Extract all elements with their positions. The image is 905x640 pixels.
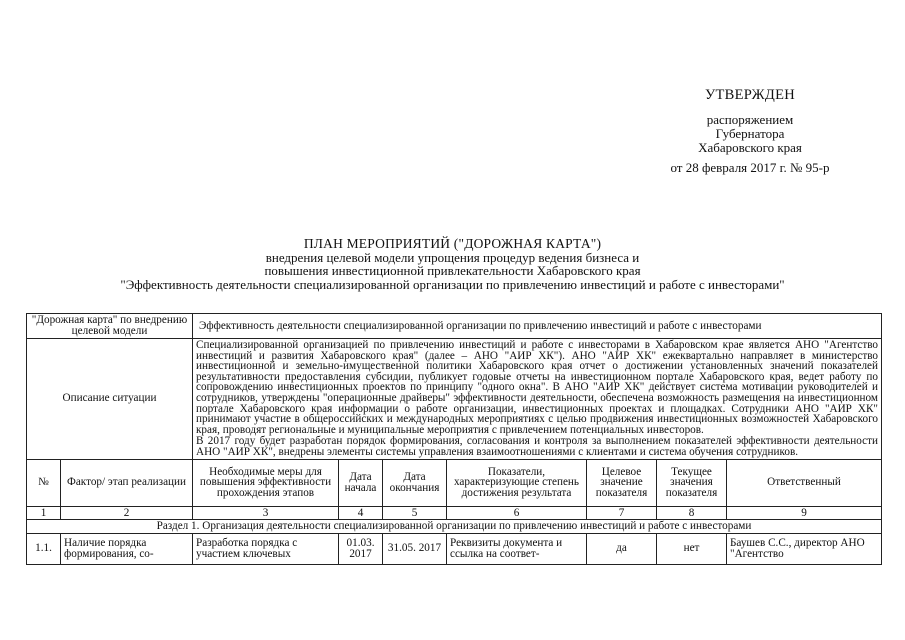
column-number: 7 [587,506,657,520]
title-line-4: "Эффективность деятельности специализированной организации по привлечению инвестиций и работе с инвесторами" [120,276,785,292]
document-title [0,237,905,291]
approval-block [630,88,870,175]
title-line-1: ПЛАН МЕРОПРИЯТИЙ ("ДОРОЖНАЯ КАРТА") [303,236,602,251]
column-number: 2 [61,506,193,520]
title-line-3: повышения инвестиционной привлекательности Хабаровского края [264,263,641,278]
approval-date: от 28 февраля 2017 г. № 95-р [670,160,830,175]
table-header-row [27,459,882,506]
row-responsible: Баушев С.С., директор АНО "Агентство [727,533,882,564]
roadmap-value: Эффективность деятельности специализированной организации по привлечению инвестиций и работе с инвесторами [193,314,882,339]
row-target-value: да [587,533,657,564]
column-number: 8 [657,506,727,520]
situation-label: Описание ситуации [27,339,193,460]
roadmap-row [27,314,882,339]
column-number: 1 [27,506,61,520]
header-current-value: Текущее значения показателя [657,459,727,506]
approval-line-1: распоряжением [706,112,794,127]
situation-description [193,339,882,460]
situation-paragraph-2: В 2017 году будет разработан порядок формирования, согласования и контроля за выполнением показателей эффективности деятельности АНО "АИР ХК", внедрены элементы системы управления взаимоотношениями с клиентами и система обучения сотрудников. [196,435,879,458]
column-number: 9 [727,506,882,520]
situation-paragraph-1: Специализированной организацией по привлечению инвестиций и работе с инвесторами в Хабаровском крае является АНО "Агентство инвестиций и развития Хабаровского края" (далее – АНО "АИР ХК"). АНО "АИР ХК" ежеквартально направляет в министерство инвестиционной и земельно-имущественной политики Хабаровского края отчет о достижении установленных значений показателей результативности предоставления субсидии, публикует годовые отчеты на инвестиционном портале Хабаровского края, ведет работу по сопровождению инвестиционных проектов по принципу "одного окна". В АНО "АИР ХК" действует система мотивации руководителей и сотрудников, утверждены "операционные драйверы" эффективности деятельности, обеспечена возможность размещения на инвестиционном портале Хабаровского края информации о работе организации, инвестиционных проектах и площадках. Сотрудники АНО "АИР ХК" принимают участие в общероссийских и международных мероприятиях с целью продвижения инвестиционных возможностей Хабаровского края, проводят региональные и муниципальные мероприятия с привлечением потенциальных инвесторов. [196,339,879,436]
header-responsible: Ответственный [727,459,882,506]
column-number: 4 [339,506,383,520]
row-start-date: 01.03. 2017 [339,533,383,564]
roadmap-label: "Дорожная карта" по внедрению целевой модели [27,314,193,339]
section-row [27,520,882,534]
header-factor: Фактор/ этап реализации [61,459,193,506]
header-start-date: Дата начала [339,459,383,506]
approval-heading: УТВЕРЖДЕН [704,87,796,103]
roadmap-table [26,313,882,565]
section-1-title: Раздел 1. Организация деятельности специализированной организации по привлечению инвестиций и работе с инвесторами [27,520,882,534]
approval-line-2: Губернатора [715,126,785,141]
header-measures: Необходимые меры для повышения эффективности прохождения этапов [193,459,339,506]
header-number: № [27,459,61,506]
row-current-value: нет [657,533,727,564]
column-number: 3 [193,506,339,520]
header-target-value: Целевое значение показателя [587,459,657,506]
situation-row [27,339,882,460]
header-end-date: Дата окончания [383,459,447,506]
column-number: 5 [383,506,447,520]
row-indicator: Реквизиты документа и ссылка на соответ- [447,533,587,564]
table-row [27,533,882,564]
column-number-row [27,506,882,520]
row-factor: Наличие порядка формирования, со- [61,533,193,564]
title-line-2: внедрения целевой модели упрощения процедур ведения бизнеса и [265,249,640,265]
header-indicators: Показатели, характеризующие степень достижения результата [447,459,587,506]
row-measure: Разработка порядка с участием ключевых [193,533,339,564]
row-number: 1.1. [27,533,61,564]
column-number: 6 [447,506,587,520]
row-end-date: 31.05. 2017 [383,533,447,564]
approval-line-3: Хабаровского края [698,140,802,155]
